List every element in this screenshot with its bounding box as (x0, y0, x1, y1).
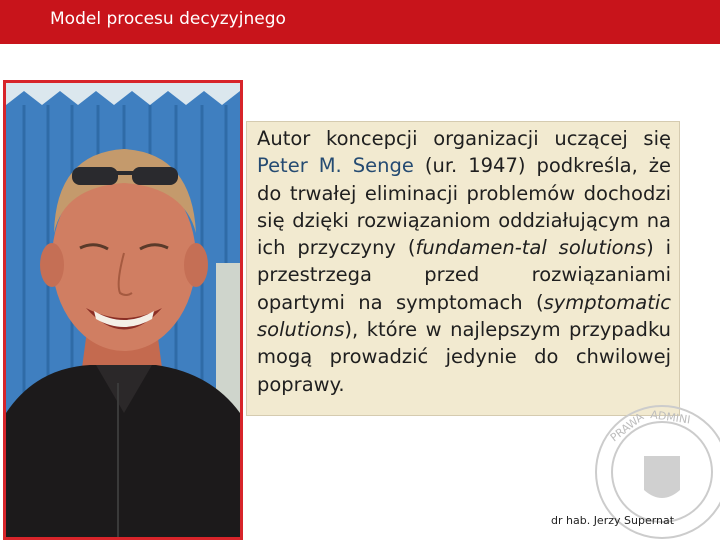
text-part-3: ) i przestrzega przed rozwiązaniami opartymi na symptomach ( (257, 236, 671, 314)
portrait-photo (3, 80, 243, 540)
text-part-4: ), które w najlepszym przypadku mogą prowadzić jedynie do chwilowej poprawy. (257, 318, 671, 396)
text-part-1: Autor koncepcji organizacji uczącej się (257, 127, 671, 150)
term-fundamental-solutions: fundamen-tal solutions (415, 236, 647, 260)
svg-text:ADMINI: ADMINI (649, 408, 692, 427)
header-bar (0, 0, 720, 44)
person-name: Peter M. Senge (257, 154, 414, 178)
term-symptomatic-solutions: symptomatic solutions (257, 290, 671, 342)
author-footer: dr hab. Jerzy Supernat (551, 514, 675, 527)
slide-title: Model procesu decyzyjnego (50, 9, 286, 29)
text-part-2: (ur. 1947) podkreśla, że do trwałej eliminacji problemów dochodzi się dzięki rozwiązaniom oddziałującym na ich przyczyny ( (257, 154, 671, 260)
svg-text:PRAWA: PRAWA (607, 410, 647, 445)
quote-textbox (246, 121, 680, 416)
portrait-image (6, 83, 240, 537)
